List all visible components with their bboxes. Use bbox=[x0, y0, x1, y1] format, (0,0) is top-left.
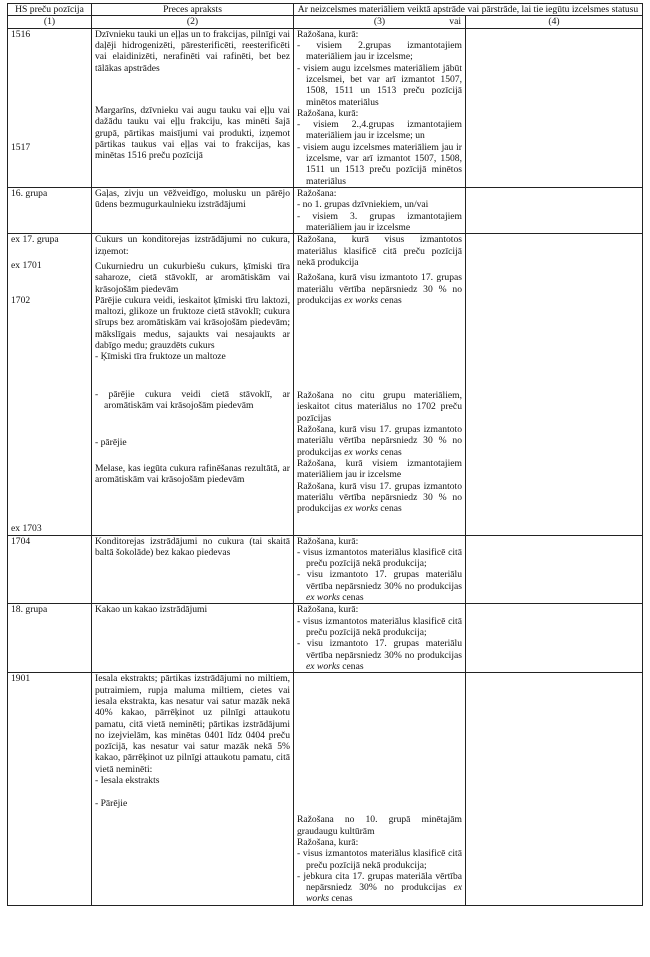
rule-text: - visiem 3. grupas izmantotajiem materiāliem jau ir izcelsme bbox=[297, 210, 462, 233]
hs-code: ex 1703 bbox=[11, 523, 42, 535]
description: Dzīvnieku tauki un eļļas un to frakcijas, pilnīgi vai daļēji hidrogenizēti, pāresterificēti, reesterificēti vai elaidinizēti, nerafinēti vai rafinēti, bet bez tālākas apstrādes bbox=[95, 28, 290, 74]
rule-text: - visus izmantotos materiālus klasificē citā preču pozīcijā nekā produkcija; bbox=[297, 848, 462, 871]
hs-code: 1516 bbox=[11, 28, 31, 40]
sub-item: - pārējie bbox=[95, 437, 127, 449]
description: Margarīns, dzīvnieku vai augu tauku vai eļļu vai dažādu tauku vai eļļu frakciju, kas minēti šajā grupā, pārtikas maisījumi vai produkti, izņemot pārtikas taukus vai eļļas vai to frakcijas, kas minētas 1516 preču pozīcijā bbox=[95, 104, 290, 162]
description: Cukurs un konditorejas izstrādājumi no cukura, izņemot: bbox=[95, 234, 290, 257]
description: Melase, kas iegūta cukura rafinēšanas rezultātā, ar aromātiskām vai krāsojošām piedevām bbox=[95, 462, 290, 485]
table-row bbox=[8, 673, 643, 906]
rule-text: Ražošana: bbox=[297, 188, 337, 199]
rule-text: Ražošana, kurā visiem izmantotajiem materiāliem jau ir izcelsme bbox=[297, 458, 462, 481]
rule-text: Ražošana, kurā: bbox=[297, 107, 359, 119]
col-num-4: (4) bbox=[466, 16, 643, 28]
description: Kakao un kakao izstrādājumi bbox=[92, 604, 294, 673]
hs-code: 18. grupa bbox=[8, 604, 92, 673]
description: Cukurniedru un cukurbiešu cukurs, ķīmiski tīra saharoze, cietā stāvoklī, ar aromātiskām vai krāsojošām piedevām bbox=[95, 260, 290, 295]
table-header-row bbox=[8, 4, 643, 16]
header-description: Preces apraksts bbox=[92, 4, 294, 16]
sub-item: - Ķīmiski tīra fruktoze un maltoze bbox=[95, 351, 226, 363]
rule-text: - visiem augu izcelsmes materiāliem jau ir izcelsme, var arī izmantot 1507, 1508, 1511 un 1513 preču pozīcijā minētos materiālus bbox=[297, 141, 462, 187]
rule-text: - visiem augu izcelsmes materiāliem jābūt izcelsmei, bet var arī izmantot 1507, 1508, 1511 un 1513 preču pozīcijā minētos materiālus bbox=[297, 62, 462, 108]
description: Gaļas, zivju un vēžveidīgo, molusku un pārējo ūdens bezmugurkaulnieku izstrādājumi bbox=[92, 188, 294, 234]
rule-text: Ražošana no citu grupu materiāliem, ieskaitot citus materiālus no 1702 preču pozīcijas bbox=[297, 390, 462, 424]
table-row bbox=[8, 188, 643, 234]
hs-code: 1517 bbox=[11, 141, 31, 153]
rule-text: - visu izmantoto 17. grupas materiālu vērtība nepārsniedz 30% no produkcijas ex works cenas bbox=[297, 638, 462, 672]
rule-text: - jebkura cita 17. grupas materiāla vērtība nepārsniedz 30% no produkcijas ex works cenas bbox=[297, 870, 462, 905]
rule-text: Ražošana no 10. grupā minētajām graudaugu kultūrām bbox=[297, 814, 462, 837]
table-row bbox=[8, 28, 643, 187]
col-num-1: (1) bbox=[8, 16, 92, 28]
hs-code: 1702 bbox=[11, 294, 31, 306]
rule-text: - visiem 2.,4.grupas izmantotajiem materiāliem jau ir izcelsme; un bbox=[297, 119, 462, 142]
hs-code: 16. grupa bbox=[8, 188, 92, 234]
column-number-row bbox=[8, 16, 643, 28]
description: Konditorejas izstrādājumi no cukura (tai skaitā baltā šokolāde) bez kakao piedevas bbox=[92, 535, 294, 604]
rule-text: Ražošana, kurā: bbox=[297, 535, 359, 547]
rule-text: Ražošana, kurā: bbox=[297, 836, 359, 848]
description: Iesala ekstrakts; pārtikas izstrādājumi no miltiem, putraimiem, rupja maluma miltiem, cietes vai iesala ekstrakta, kas nesatur vai satur mazāk nekā 40% kakao, pārrēķinot uz pilnīgi attaukotu pamatu, citā vietā neminēti; pārtikas izstrādājumi no izejvielām, kas minētas 0401 līdz 0404 preču pozīcijā, kas nesatur vai satur mazāk nekā 5% kakao, pārrēķinot uz pilnīgi attaukotu pamatu, citā vietā neminēti: bbox=[95, 673, 290, 775]
hs-code: 1704 bbox=[8, 535, 92, 604]
rule-text: Ražošana, kurā visus izmantotos materiālus klasificē citā preču pozīcijā nekā produkcija bbox=[297, 234, 462, 268]
rule-text: - visiem 2.grupas izmantotajiem materiāliem jau ir izcelsme; bbox=[297, 39, 462, 63]
or-label: vai bbox=[449, 16, 461, 28]
rule-text: Ražošana, kurā: bbox=[297, 28, 359, 40]
header-processing: Ar neizcelsmes materiāliem veiktā apstrāde vai pārstrāde, lai tie iegūtu izcelsmes statusu bbox=[294, 4, 643, 16]
col-num-3: (3) vai bbox=[294, 16, 466, 28]
rule-text: - no 1. grupas dzīvniekiem, un/vai bbox=[297, 199, 429, 211]
description: Pārējie cukura veidi, ieskaitot ķīmiski tīru laktozi, maltozi, glikoze un fruktoze cietā stāvoklī; cukura sīrups bez aromātiskām vai krāsojošām piedevām; mākslīgais medus, sajaukts vai nesajaukts ar dabīgo medu; grauzdēts cukurs bbox=[95, 294, 290, 352]
sub-item: - pārējie cukura veidi cietā stāvoklī, ar aromātiskām vai krāsojošām piedevām bbox=[95, 388, 290, 411]
table-row bbox=[8, 535, 643, 604]
table-row bbox=[8, 604, 643, 673]
rule-text: Ražošana, kurā: bbox=[297, 604, 359, 616]
rule-text: Ražošana, kurā visu 17. grupas izmantoto materiālu vērtība nepārsniedz 30 % no produkcijas ex works cenas bbox=[297, 480, 462, 515]
rule-text: Ražošana, kurā visu izmantoto 17. grupas materiālu vērtība nepārsniedz 30 % no produkcijas ex works cenas bbox=[297, 272, 462, 306]
hs-code: ex 1701 bbox=[11, 259, 42, 271]
col-num-2: (2) bbox=[92, 16, 294, 28]
sub-item: - Iesala ekstrakts bbox=[95, 775, 160, 787]
origin-rules-table bbox=[7, 3, 643, 906]
rule-text: - visus izmantotos materiālus klasificē citā preču pozīcijā nekā produkcija; bbox=[297, 615, 462, 638]
table-row bbox=[8, 234, 643, 535]
hs-code: ex 17. grupa bbox=[11, 234, 59, 246]
rule-text: - visus izmantotos materiālus klasificē citā preču pozīcijā nekā produkcija; bbox=[297, 546, 462, 570]
hs-code: 1901 bbox=[8, 673, 92, 906]
rule-text: - visu izmantoto 17. grupas materiālu vērtība nepārsniedz 30% no produkcijas ex works cenas bbox=[297, 569, 462, 604]
sub-item: - Pārējie bbox=[95, 798, 128, 810]
rule-text: Ražošana, kurā visu 17. grupas izmantoto materiālu vērtība nepārsniedz 30 % no produkcijas ex works cenas bbox=[297, 424, 462, 458]
header-hs-code: HS preču pozīcija bbox=[8, 4, 92, 16]
